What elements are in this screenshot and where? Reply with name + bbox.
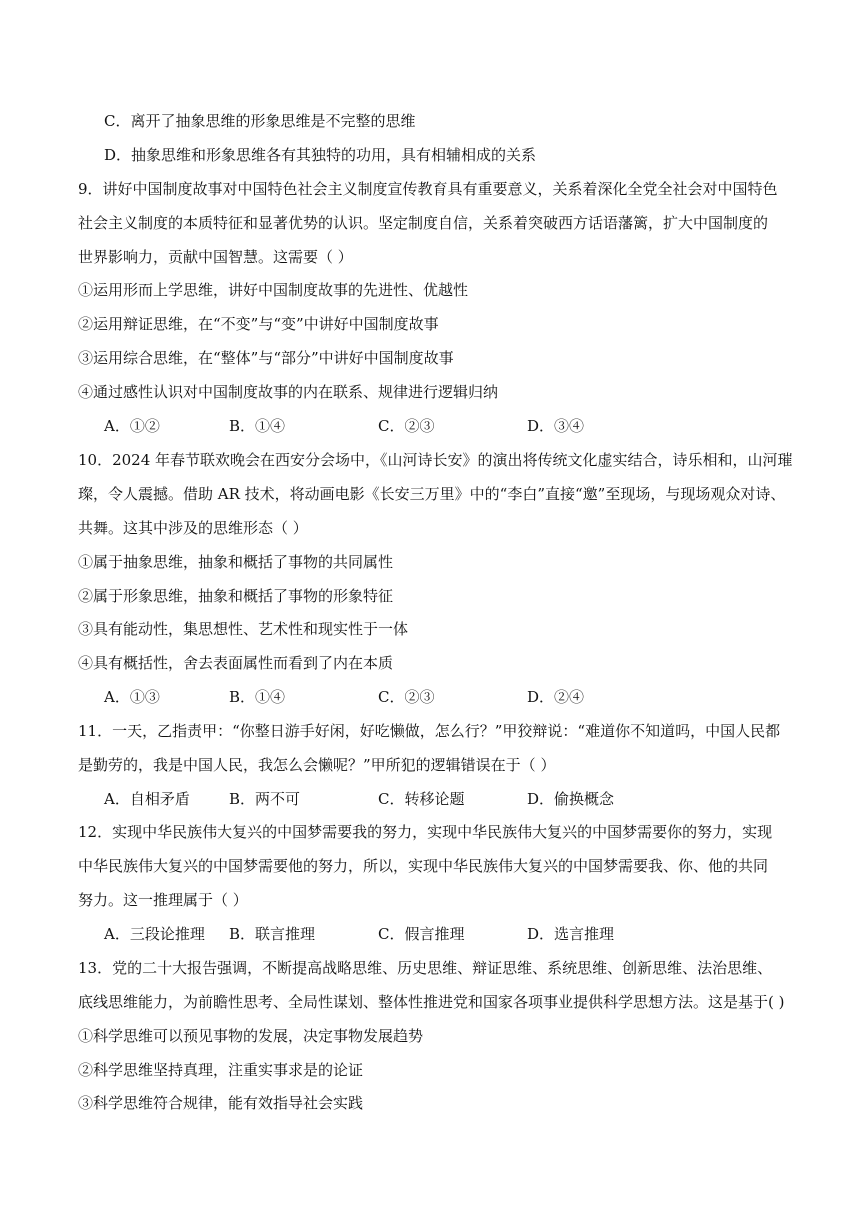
q9-item-1: ①运用形而上学思维，讲好中国制度故事的先进性、优越性 <box>78 281 469 299</box>
q9-option-a[interactable]: A．①② <box>104 417 160 435</box>
q9-option-d[interactable]: D．③④ <box>527 417 585 435</box>
q11-option-c[interactable]: C．转移论题 <box>378 790 465 808</box>
q10-item-4: ④具有概括性，舍去表面属性而看到了内在本质 <box>78 654 394 672</box>
q9-stem-line-3: 世界影响力，贡献中国智慧。这需要（ ） <box>78 248 353 266</box>
q13-item-2: ②科学思维坚持真理，注重实事求是的论证 <box>78 1061 364 1079</box>
q10-options <box>0 680 860 714</box>
q12-stem-line-2: 中华民族伟大复兴的中国梦需要他的努力，所以，实现中华民族伟大复兴的中国梦需要我、你、他的共同 <box>78 857 769 875</box>
q11-options <box>0 782 860 816</box>
q11-option-b[interactable]: B．两不可 <box>229 790 301 808</box>
q10-option-a[interactable]: A．①③ <box>104 688 160 706</box>
q12-stem-line-3: 努力。这一推理属于（ ） <box>78 891 248 909</box>
q12-options <box>0 917 860 951</box>
q9-option-b[interactable]: B．①④ <box>229 417 286 435</box>
q13-stem-line-2: 底线思维能力，为前瞻性思考、全局性谋划、整体性推进党和国家各项事业提供科学思想方法。这是基于( ) <box>78 993 785 1011</box>
q10-item-1: ①属于抽象思维，抽象和概括了事物的共同属性 <box>78 553 394 571</box>
q11-stem-line-2: 是勤劳的，我是中国人民，我怎么会懒呢？”甲所犯的逻辑错误在于（ ） <box>78 756 556 774</box>
q11-option-d[interactable]: D．偷换概念 <box>527 790 615 808</box>
q10-stem-line-1: 10．2024 年春节联欢晚会在西安分会场中，《山河诗长安》的演出将传统文化虚实结合，诗乐相和，山河璀 <box>78 451 793 469</box>
q10-option-d[interactable]: D．②④ <box>527 688 585 706</box>
q10-stem-line-3: 共舞。这其中涉及的思维形态（ ） <box>78 519 308 537</box>
q12-option-c[interactable]: C．假言推理 <box>378 925 465 943</box>
q9-stem-line-2: 社会主义制度的本质特征和显著优势的认识。坚定制度自信，关系着突破西方话语藩篱，扩大中国制度的 <box>78 214 769 232</box>
q9-stem-line-1: 9．讲好中国制度故事对中国特色社会主义制度宣传教育具有重要意义，关系着深化全党全社会对中国特色 <box>78 180 778 198</box>
q12-stem-line-1: 12．实现中华民族伟大复兴的中国梦需要我的努力，实现中华民族伟大复兴的中国梦需要你的努力，实现 <box>78 823 773 841</box>
q9-item-2: ②运用辩证思维，在“不变”与“变”中讲好中国制度故事 <box>78 315 439 333</box>
q12-option-b[interactable]: B．联言推理 <box>229 925 316 943</box>
q9-item-3: ③运用综合思维，在“整体”与“部分”中讲好中国制度故事 <box>78 349 454 367</box>
q10-item-3: ③具有能动性，集思想性、艺术性和现实性于一体 <box>78 620 409 638</box>
q13-item-3: ③科学思维符合规律，能有效指导社会实践 <box>78 1094 364 1112</box>
q11-option-a[interactable]: A．自相矛盾 <box>104 790 190 808</box>
q9-item-4: ④通过感性认识对中国制度故事的内在联系、规律进行逻辑归纳 <box>78 383 499 401</box>
q10-item-2: ②属于形象思维，抽象和概括了事物的形象特征 <box>78 587 394 605</box>
q13-item-1: ①科学思维可以预见事物的发展，决定事物发展趋势 <box>78 1027 424 1045</box>
q12-option-a[interactable]: A．三段论推理 <box>104 925 205 943</box>
prev-option-d: D．抽象思维和形象思维各有其独特的功用，具有相辅相成的关系 <box>104 146 537 164</box>
q10-stem-line-2: 璨，令人震撼。借助 AR 技术，将动画电影《长安三万里》中的“李白”直接“邀”至现场，与现场观众对诗、 <box>78 485 786 503</box>
q13-stem-line-1: 13．党的二十大报告强调，不断提高战略思维、历史思维、辩证思维、系统思维、创新思维、法治思维、 <box>78 959 773 977</box>
q9-options <box>0 409 860 443</box>
q10-option-c[interactable]: C．②③ <box>378 688 435 706</box>
q10-option-b[interactable]: B．①④ <box>229 688 286 706</box>
prev-option-c: C．离开了抽象思维的形象思维是不完整的思维 <box>104 112 416 130</box>
q11-stem-line-1: 11．一天，乙指责甲：“你整日游手好闲，好吃懒做，怎么行？”甲狡辩说：“难道你不知道吗，中国人民都 <box>78 722 781 740</box>
q12-option-d[interactable]: D．选言推理 <box>527 925 615 943</box>
q9-option-c[interactable]: C．②③ <box>378 417 435 435</box>
